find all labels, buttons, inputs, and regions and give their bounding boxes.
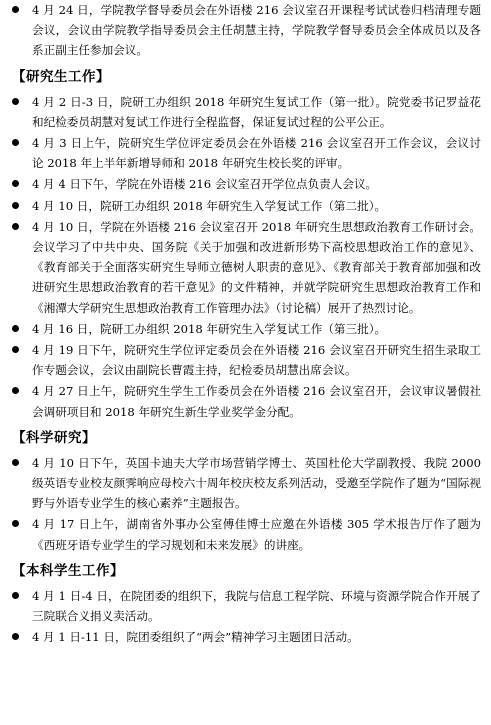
list-item — [0, 381, 491, 421]
bullet-icon — [12, 180, 19, 187]
item-text: 4 月 17 日上午，湖南省外事办公室傅佳博士应邀在外语楼 305 学术报告厅作了题为《西班牙语专业学生的学习规划和未来发展》的讲座。 — [32, 517, 481, 552]
item-text: 4 月 1 日-11 日，院团委组织了“两会”精神学习主题团日活动。 — [32, 630, 359, 645]
section-undergraduate-work — [0, 561, 491, 648]
item-list — [0, 586, 491, 648]
list-item — [0, 133, 491, 173]
list-item — [0, 174, 491, 194]
list-item — [0, 627, 491, 647]
list-item — [0, 453, 491, 514]
item-text: 4 月 1 日-4 日，在院团委的组织下，我院与信息工程学院、环境与资源学院合作开展了三院联合义捐义卖活动。 — [32, 588, 481, 624]
list-item — [0, 340, 491, 380]
list-item — [0, 92, 491, 132]
list-item — [0, 0, 491, 61]
bullet-icon — [12, 633, 19, 640]
bullet-icon — [12, 346, 19, 353]
item-list — [0, 453, 491, 555]
bullet-icon — [12, 459, 19, 466]
item-list — [0, 0, 491, 61]
item-text: 4 月 10 日下午，英国卡迪夫大学市场营销学博士、英国杜伦大学副教授、我院 2000 级英语专业校友颜霁响应母校六十周年校庆校友系列活动，受邀至学院作了题为“国际视野与外语专业学生的核心素养”主题报告。 — [32, 455, 481, 511]
item-list — [0, 92, 491, 422]
item-text: 4 月 3 日上午，院研究生学位评定委员会在外语楼 216 会议室召开工作会议，会议讨论 2018 年上半年新增导师和 2018 年研究生校长奖的评审。 — [32, 136, 481, 171]
section-heading: 【研究生工作】 — [12, 68, 110, 85]
section-research — [0, 428, 491, 555]
bullet-icon — [12, 520, 19, 527]
bullet-icon — [12, 6, 19, 13]
item-text: 4 月 19 日下午，院研究生学位评定委员会在外语楼 216 会议室召开研究生招生录取工作专题会议，会议由副院长曹霞主持，纪检委员胡慧出席会议。 — [32, 343, 481, 378]
list-item — [0, 217, 491, 318]
item-text: 4 月 27 日上午，院研究生学生工作委员会在外语楼 216 会议室召开，会议审议暑假社会调研项目和 2018 年研究生新生学业奖学金分配。 — [32, 384, 481, 419]
item-text: 4 月 10 日，学院在外语楼 216 会议室召开 2018 年研究生思想政治教育工作研讨会。会议学习了中共中央、国务院《关于加强和改进新形势下高校思想政治工作的意见》、《教育部关于全面落实研究生导师立德树人职责的意见》、《教育部关于教育部加强和改进研究生思想政治教育的若干意见》的文件精神，并就学院研究生思想政治教育工作和《湘潭大学研究生思想政治教育工作管理办法》（讨论稿）展开了热烈讨论。 — [32, 219, 481, 315]
list-item — [0, 586, 491, 626]
bullet-icon — [12, 387, 19, 394]
section-graduate-work — [0, 67, 491, 422]
section-heading: 【本科学生工作】 — [12, 562, 124, 579]
bullet-icon — [12, 223, 19, 230]
bullet-icon — [12, 98, 19, 105]
item-text: 4 月 10 日，院研工办组织 2018 年研究生入学复试工作（第二批）。 — [32, 198, 387, 213]
item-text: 4 月 24 日，学院教学督导委员会在外语楼 216 会议室召开课程考试试卷归档清理专题会议，会议由学院教学指导委员会主任胡慧主持，学院教学督导委员会全体成员以及各系正副主任参加会议。 — [32, 3, 481, 58]
bullet-icon — [12, 325, 19, 332]
item-text: 4 月 4 日下午，学院在外语楼 216 会议室召开学位点负责人会议。 — [32, 177, 378, 192]
bullet-icon — [12, 202, 19, 209]
list-item — [0, 514, 491, 554]
item-text: 4 月 2 日-3 日，院研工办组织 2018 年研究生复试工作（第一批）。院党委书记罗益花和纪检委员胡慧对复试工作进行全程监督，保证复试过程的公平公正。 — [32, 94, 481, 129]
list-item — [0, 319, 491, 339]
bullet-icon — [12, 139, 19, 146]
item-text: 4 月 16 日，院研工办组织 2018 年研究生入学复试工作（第三批）。 — [32, 321, 387, 336]
list-item — [0, 196, 491, 216]
section-heading: 【科学研究】 — [12, 429, 96, 446]
section-teaching-supervision — [0, 0, 491, 61]
bullet-icon — [12, 592, 19, 599]
